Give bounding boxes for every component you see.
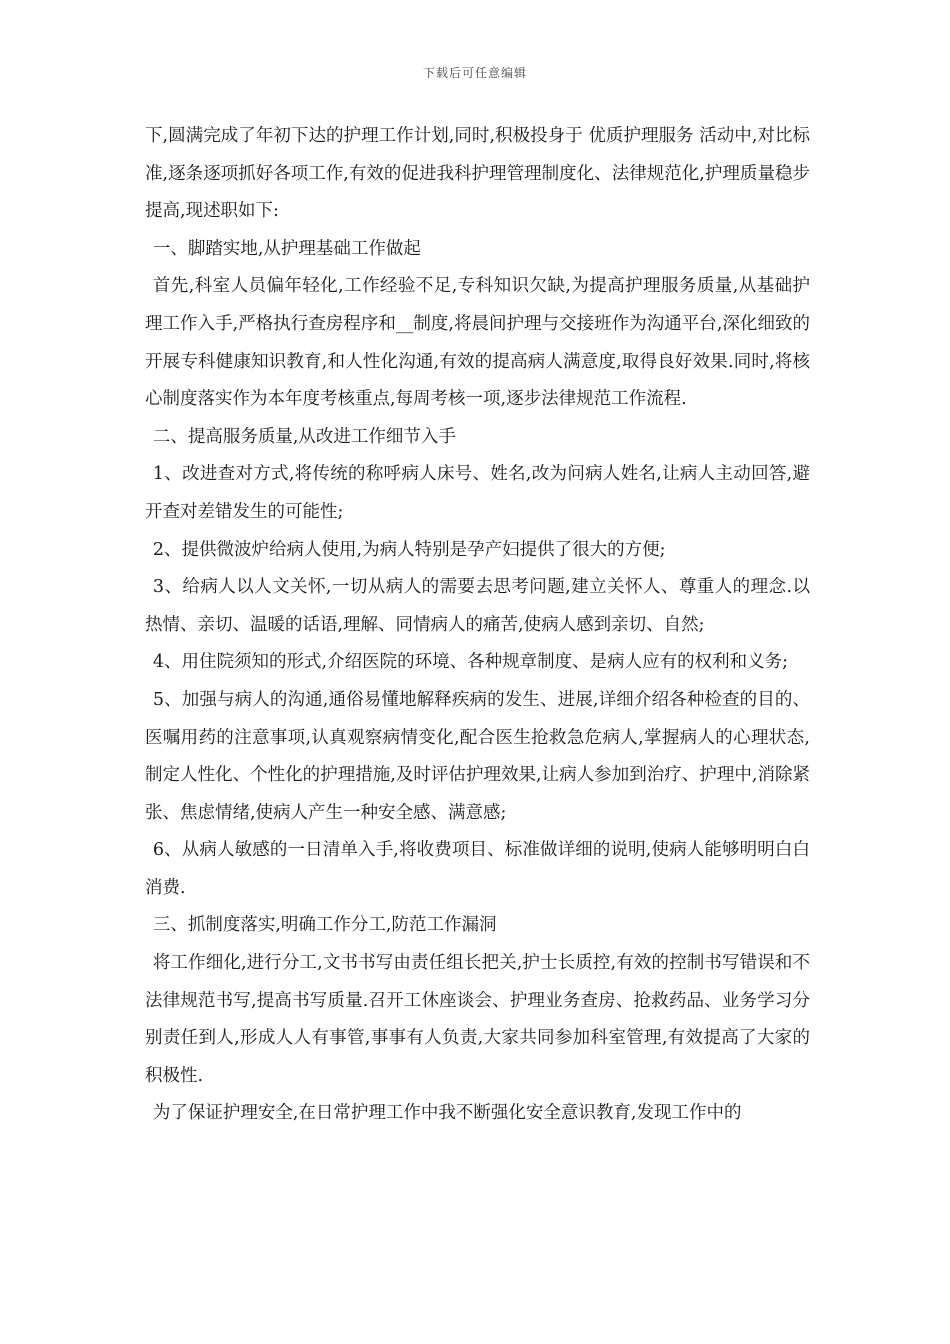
paragraph-section-3: 将工作细化,进行分工,文书书写由责任组长把关,护士长质控,有效的控制书写错误和不法律规范书写,提高书写质量.召开工休座谈会、护理业务查房、抢救药品、业务学习分别责任到人,形成人人有事管,事事有人负责,大家共同参加科室管理,有效提高了大家的积极性.: [145, 953, 810, 1086]
list-item-6: 6、从病人敏感的一日清单入手,将收费项目、标准做详细的说明,使病人能够明明白白消费.: [145, 840, 810, 898]
list-item-5: 5、加强与病人的沟通,通俗易懂地解释疾病的发生、进展,详细介绍各种检查的目的、医嘱用药的注意事项,认真观察病情变化,配合医生抢救急危病人,掌握病人的心理状态,制定人性化、个性化的护理措施,及时评估护理效果,让病人参加到治疗、护理中,消除紧张、焦虑情绪,使病人产生一种安全感、满意感;: [145, 689, 810, 823]
list-item-2: 2、提供微波炉给病人使用,为病人特别是孕产妇提供了很大的方便;: [152, 539, 666, 560]
paragraph-intro: 下,圆满完成了年初下达的护理工作计划,同时,积极投身于 优质护理服务 活动中,对比标准,逐条逐项抓好各项工作,有效的促进我科护理管理制度化、法律规范化,护理质量稳步提高,现述职如下:: [145, 126, 810, 222]
page-header-note: 下载后可任意编辑: [422, 66, 527, 80]
list-item-4: 4、用住院须知的形式,介绍医院的环境、各种规章制度、是病人应有的权利和义务;: [152, 652, 788, 673]
paragraph-section-1: 首先,科室人员偏年轻化,工作经验不足,专科知识欠缺,为提高护理服务质量,从基础护理工作入手,严格执行查房程序和__制度,将晨间护理与交接班作为沟通平台,深化细致的开展专科健康知识教育,和人性化沟通,有效的提高病人满意度,取得良好效果.同时,将核心制度落实作为本年度考核重点,每周考核一项,逐步法律规范工作流程.: [145, 276, 810, 410]
section-heading-1: 一、脚踏实地,从护理基础工作做起: [152, 238, 421, 259]
section-heading-2: 二、提高服务质量,从改进工作细节入手: [152, 426, 456, 447]
paragraph-safety: 为了保证护理安全,在日常护理工作中我不断强化安全意识教育,发现工作中的: [152, 1103, 742, 1124]
list-item-1: 1、改进查对方式,将传统的称呼病人床号、姓名,改为问病人姓名,让病人主动回答,避开查对差错发生的可能性;: [145, 464, 810, 522]
list-item-3: 3、给病人以人文关怀,一切从病人的需要去思考问题,建立关怀人、尊重人的理念.以热情、亲切、温暖的话语,理解、同情病人的痛苦,使病人感到亲切、自然;: [145, 577, 810, 635]
section-heading-3: 三、抓制度落实,明确工作分工,防范工作漏洞: [152, 915, 497, 936]
document-body: [145, 118, 810, 1133]
